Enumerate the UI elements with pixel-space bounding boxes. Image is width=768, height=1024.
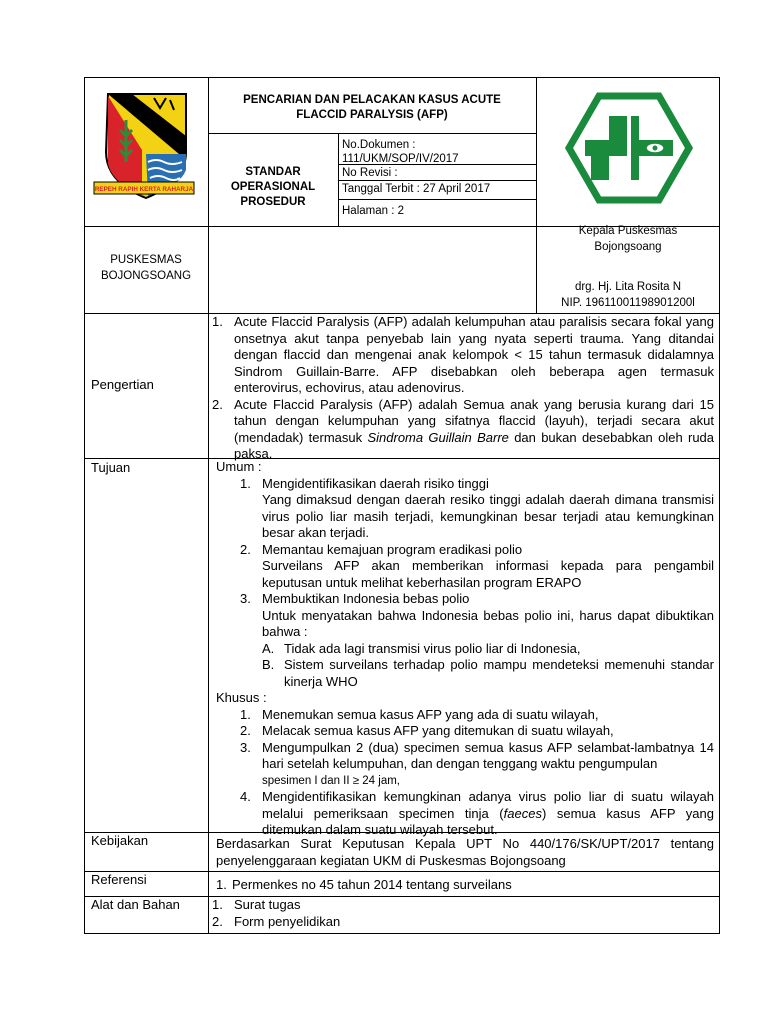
- document-title: [208, 93, 536, 123]
- table-border-left: [84, 77, 85, 934]
- table-border-right: [719, 77, 720, 934]
- alat-item-2: Form penyelidikan: [234, 913, 341, 929]
- khusus-item-4: Mengidentifikasikan kemungkinan adanya virus polio liar di suatu wilayah melalui pemeriksaan specimen tinja (faeces) semua kasus AFP yang ditemukan dalam suatu wilayah tersebut.: [262, 789, 714, 837]
- list-item: [216, 542, 714, 592]
- list-item: [262, 657, 714, 690]
- list-item: [262, 641, 714, 658]
- sub-item-b: Sistem surveilans terhadap polio mampu mendeteksi memenuhi standar kinerja WHO: [284, 657, 714, 689]
- table-border-bottom: [84, 933, 720, 934]
- kebijakan-label: Kebijakan: [91, 833, 149, 848]
- pengertian-label: Pengertian: [91, 377, 154, 392]
- head-title-line2: Bojongsoang: [594, 241, 662, 253]
- alat-item-1: Surat tugas: [234, 897, 301, 912]
- document-title-line1: PENCARIAN DAN PELACAKAN KASUS ACUTE: [243, 94, 501, 106]
- list-number: 2.: [212, 396, 223, 412]
- pengertian-item-1-text: Acute Flaccid Paralysis (AFP) adalah kelumpuhan atau paralisis secara fokal yang onsetnya akut tanpa penyebab lain yang nyata seperti trauma. Yang ditandai dengan flaccid dan mengenai anak kelompok < 15 tahun termasuk didalamnya Sindrom Guillain-Barre. AFP disebabkan oleh beberapa agen termasuk enterovirus, echovirus, atau adenovirus.: [234, 314, 714, 395]
- list-item: [216, 591, 714, 690]
- sop-label-line2: OPERASIONAL: [230, 181, 316, 193]
- umum-item-title: Membuktikan Indonesia bebas polio: [262, 591, 470, 606]
- col-divider-meta: [338, 133, 339, 226]
- document-number-label: No.Dokumen :: [342, 139, 416, 151]
- sop-label-line3: PROSEDUR: [240, 196, 306, 208]
- sub-item-a: Tidak ada lagi transmisi virus polio liar di Indonesia,: [284, 640, 581, 656]
- head-nip: NIP. 19611001198901200l: [561, 297, 695, 309]
- revision-number: No Revisi :: [342, 167, 398, 179]
- referensi-item-1: Permenkes no 45 tahun 2014 tentang surveilans: [232, 877, 512, 892]
- list-number: 2.: [212, 913, 223, 929]
- list-item: [212, 397, 714, 463]
- puskesmas-name-line2: BOJONGSOANG: [100, 270, 192, 282]
- khusus-item-3: Mengumpulkan 2 (dua) specimen semua kasus AFP selambat-lambatnya 14 hari setelah kelumpuhan, dan dengan tenggang waktu pengumpulan spesimen I dan II ≥ 24 jam,: [262, 740, 714, 790]
- head-title-line1: Kepala Puskesmas: [578, 225, 678, 237]
- list-item: [216, 707, 714, 724]
- table-border-top: [84, 77, 720, 78]
- khusus-item-1: Menemukan semua kasus AFP yang ada di suatu wilayah,: [262, 706, 599, 722]
- italic-term: faeces: [503, 805, 542, 821]
- list-number: 1.: [212, 897, 223, 912]
- list-number: A.: [262, 640, 275, 656]
- referensi-label: Referensi: [91, 872, 147, 887]
- khusus-item-3-note: spesimen I dan II ≥ 24 jam,: [262, 774, 400, 787]
- puskesmas-name: [84, 252, 208, 284]
- list-item: [216, 476, 714, 542]
- italic-term: Sindroma Guillain Barre: [367, 429, 509, 445]
- pengertian-content: [212, 314, 714, 463]
- sop-label-line1: STANDAR: [245, 166, 301, 178]
- list-item: [216, 740, 714, 790]
- list-number: 1.: [212, 314, 223, 329]
- umum-item-2: [262, 542, 714, 592]
- pengertian-item-2-text: Acute Flaccid Paralysis (AFP) adalah Semua anak yang berusia kurang dari 15 tahun dengan kelumpuhan yang sifatnya flaccid (layuh), terjadi secara akut (mendadak) termasuk Sindroma Guillain Barre dan bukan desebabkan oleh ruda paksa.: [234, 396, 715, 461]
- meta-divider-2: [338, 180, 536, 181]
- list-number: 2.: [240, 723, 251, 738]
- head-name: drg. Hj. Lita Rosita N: [574, 281, 682, 293]
- umum-item-desc: Yang dimaksud dengan daerah resiko tinggi adalah daerah dimana transmisi virus polio liar masih terjadi, kemungkinan besar terjadi atau kemungkinan besar akan terjadi.: [262, 492, 714, 540]
- sop-label: [208, 165, 338, 210]
- alat-label: Alat dan Bahan: [91, 897, 180, 912]
- list-item: [216, 723, 714, 740]
- kebijakan-text: Berdasarkan Surat Keputusan Kepala UPT No 440/176/SK/UPT/2017 tentang penyelenggaraan kegiatan UKM di Puskesmas Bojongsoang: [216, 836, 714, 868]
- document-title-line2: FLACCID PARALYSIS (AFP): [296, 109, 448, 121]
- khusus-label: Khusus :: [216, 690, 267, 705]
- page-number: Halaman : 2: [342, 205, 405, 217]
- umum-label: Umum :: [216, 459, 262, 474]
- list-item: [216, 877, 714, 894]
- alat-content: [212, 897, 714, 930]
- list-item: [216, 789, 714, 839]
- row-divider-referensi: [84, 871, 720, 872]
- head-signature-block: [540, 223, 716, 311]
- list-number: 3.: [240, 739, 251, 755]
- regency-logo-motto: REPEH RAPIH KERTA RAHARJA: [94, 186, 194, 193]
- list-number: 1.: [240, 706, 251, 722]
- regency-logo: [92, 90, 196, 202]
- list-number: 4.: [240, 789, 251, 804]
- umum-item-3: [262, 591, 714, 690]
- umum-item-1: [262, 476, 714, 542]
- document-number: [342, 138, 459, 166]
- puskesmas-logo: [565, 92, 693, 204]
- issue-date: Tanggal Terbit : 27 April 2017: [342, 183, 491, 195]
- umum-item-title: Mengidentifikasikan daerah risiko tinggi: [262, 475, 489, 491]
- referensi-content: [216, 877, 714, 894]
- tujuan-label: Tujuan: [91, 460, 131, 475]
- khusus-item-2: Melacak semua kasus AFP yang ditemukan di suatu wilayah,: [262, 723, 614, 738]
- list-number: 3.: [240, 591, 251, 606]
- meta-divider-3: [338, 199, 536, 200]
- list-number: 2.: [240, 541, 251, 557]
- list-item: [212, 314, 714, 397]
- list-item: [212, 914, 714, 931]
- umum-item-title: Memantau kemajuan program eradikasi polio: [262, 541, 523, 557]
- umum-item-desc: Untuk menyatakan bahwa Indonesia bebas polio ini, harus dapat dibuktikan bahwa :: [262, 607, 714, 639]
- umum-item-desc: Surveilans AFP akan memberikan informasi kepada para pengambil keputusan untuk melihat keberhasilan program ERAPO: [262, 558, 714, 590]
- puskesmas-name-line1: PUSKESMAS: [110, 254, 182, 266]
- col-divider-right: [536, 77, 537, 313]
- list-number: 1.: [240, 475, 251, 491]
- list-number: 1.: [216, 877, 227, 892]
- header-divider-title: [208, 133, 536, 134]
- document-number-value: 111/UKM/SOP/IV/2017: [342, 153, 459, 165]
- tujuan-content: [216, 459, 714, 839]
- list-item: [212, 897, 714, 914]
- list-number: B.: [262, 657, 275, 672]
